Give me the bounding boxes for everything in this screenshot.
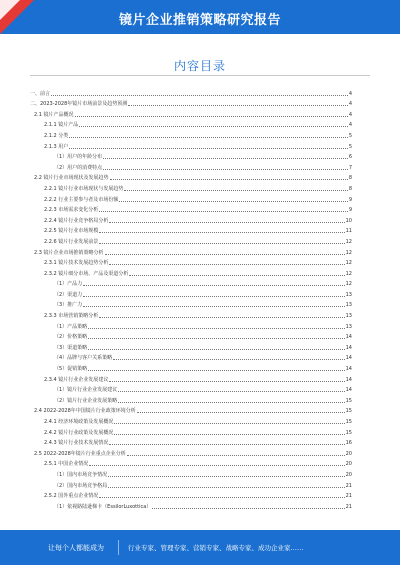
- toc-entry-page: 4: [348, 90, 352, 97]
- toc-leader-dots: [75, 116, 348, 117]
- toc-entry-page: 12: [345, 281, 352, 288]
- toc-leader-dots: [109, 264, 344, 265]
- toc-entry-page: 9: [348, 196, 352, 203]
- toc-entry[interactable]: [30, 245, 352, 256]
- toc-entry-text: 2.2.1 镜片行业市场现状与发展趋势: [44, 185, 124, 192]
- toc-entry[interactable]: [30, 436, 352, 447]
- toc-leader-dots: [88, 349, 344, 350]
- toc-entry-text: 2.4.3 镜片行业技术发展情况: [44, 440, 109, 447]
- toc-entry-page: 4: [348, 122, 352, 129]
- toc-leader-dots: [128, 105, 348, 106]
- toc-leader-dots: [103, 158, 348, 159]
- toc-leader-dots: [114, 434, 344, 435]
- toc-entry[interactable]: [30, 361, 352, 372]
- toc-leader-dots: [99, 232, 344, 233]
- toc-entry[interactable]: [30, 393, 352, 404]
- toc-entry[interactable]: [30, 234, 352, 245]
- toc-entry[interactable]: [30, 457, 352, 468]
- toc-entry-page: 20: [345, 461, 352, 468]
- toc-entry[interactable]: [30, 478, 352, 489]
- toc-entry-page: 11: [345, 228, 352, 235]
- toc-entry-text: 2.5.2 国外重点企业情况: [44, 493, 99, 500]
- toc-leader-dots: [109, 381, 344, 382]
- toc-entry-page: 13: [345, 302, 352, 309]
- toc-entry-text: （3）推广力: [54, 302, 83, 309]
- toc-entry-page: 15: [345, 408, 352, 415]
- toc-entry-text: （2）镜片行业企业发展策略: [54, 397, 118, 404]
- toc-entry-text: 2.1.3 用户: [44, 143, 69, 150]
- toc-entry-page: 14: [345, 344, 352, 351]
- footer-slogan: 让每个人都能成为: [48, 544, 104, 552]
- toc-entry-page: 12: [345, 260, 352, 267]
- toc-entry-text: 2.3.1 镜片技术发展趋势分析: [44, 260, 109, 267]
- toc-entry[interactable]: [30, 308, 352, 319]
- toc-entry[interactable]: [30, 351, 352, 362]
- report-title: 镜片企业推销策略研究报告: [118, 13, 281, 28]
- toc-entry[interactable]: [30, 489, 352, 500]
- toc-entry-text: 2.5.1 中国企业情况: [44, 461, 89, 468]
- toc-entry[interactable]: [30, 256, 352, 267]
- toc-leader-dots: [152, 508, 344, 509]
- report-footer: [0, 530, 400, 565]
- toc-leader-dots: [103, 169, 348, 170]
- toc-leader-dots: [88, 370, 344, 371]
- toc-entry[interactable]: [30, 97, 352, 108]
- toc-entry[interactable]: [30, 330, 352, 341]
- toc-leader-dots: [88, 338, 344, 339]
- toc-leader-dots: [105, 254, 345, 255]
- toc-entry-text: （2）用户的消费特点: [54, 164, 103, 171]
- toc-leader-dots: [137, 412, 345, 413]
- toc-leader-dots: [83, 296, 344, 297]
- toc-leader-dots: [83, 306, 344, 307]
- toc-entry-text: 2.2.5 镜片行业市场规模: [44, 228, 99, 235]
- toc-leader-dots: [108, 487, 344, 488]
- toc-entry-text: （1）产品力: [54, 281, 83, 288]
- toc-entry[interactable]: [30, 414, 352, 425]
- toc-entry[interactable]: [30, 213, 352, 224]
- toc-entry-text: 2.2 镜片行业市场现状及发展趋势: [34, 175, 109, 182]
- toc-entry-page: 14: [345, 376, 352, 383]
- toc-leader-dots: [129, 275, 344, 276]
- toc-entry-text: （1）产品策略: [54, 323, 88, 330]
- toc-entry-page: 12: [345, 238, 352, 245]
- toc-leader-dots: [79, 126, 348, 127]
- toc-entry-page: 14: [345, 334, 352, 341]
- toc-entry-page: 20: [345, 450, 352, 457]
- toc-leader-dots: [88, 328, 344, 329]
- toc-entry[interactable]: [30, 107, 352, 118]
- toc-entry-page: 12: [345, 270, 352, 277]
- toc-entry-page: 7: [348, 164, 352, 171]
- toc-entry-page: 21: [345, 493, 352, 500]
- toc-entry-page: 21: [345, 482, 352, 489]
- toc-entry-page: 4: [348, 111, 352, 118]
- toc-entry[interactable]: [30, 287, 352, 298]
- toc-entry-text: 2.3.2 镜片细分市场、产品及渠道分析: [44, 270, 129, 277]
- toc-entry[interactable]: [30, 203, 352, 214]
- toc-leader-dots: [99, 211, 348, 212]
- toc-leader-dots: [127, 455, 345, 456]
- toc-entry[interactable]: [30, 118, 352, 129]
- toc-entry[interactable]: [30, 277, 352, 288]
- toc-entry[interactable]: [30, 224, 352, 235]
- toc-entry-page: 13: [345, 291, 352, 298]
- toc-entry-page: 8: [348, 185, 352, 192]
- toc-leader-dots: [99, 243, 344, 244]
- toc-entry[interactable]: [30, 425, 352, 436]
- toc-entry-text: 2.2.3 市场需求变化分析: [44, 207, 99, 214]
- toc-entry-text: 2.1 镜片产品概况: [34, 111, 74, 118]
- toc-entry-text: （1）用户的年龄分布: [54, 154, 103, 161]
- toc-entry[interactable]: [30, 446, 352, 457]
- toc-entry-page: 13: [345, 323, 352, 330]
- toc-entry-page: 15: [345, 419, 352, 425]
- toc-entry-page: 21: [345, 503, 352, 510]
- toc-leader-dots: [69, 148, 348, 149]
- toc-entry-page: 15: [345, 429, 352, 436]
- toc-entry[interactable]: [30, 298, 352, 309]
- toc-entry[interactable]: [30, 150, 352, 161]
- toc-leader-dots: [51, 95, 348, 96]
- toc-entry-page: 14: [345, 366, 352, 373]
- toc-entry-text: 2.2.6 镜片行业发展前景: [44, 238, 99, 245]
- toc-entry[interactable]: [30, 404, 352, 415]
- toc-entry-page: 13: [345, 313, 352, 320]
- toc-entry-page: 15: [345, 397, 352, 404]
- toc-entry[interactable]: [30, 467, 352, 478]
- toc-leader-dots: [110, 179, 348, 180]
- toc-entry-text: 2.2.4 镜片行业竞争格局分析: [44, 217, 109, 224]
- toc-entry-page: 14: [345, 355, 352, 362]
- toc-entry-text: （3）渠道策略: [54, 344, 88, 351]
- toc-entry-text: （1）国内市场竞争情况: [54, 471, 108, 478]
- toc-entry-page: 12: [345, 249, 352, 256]
- toc-entry-text: 2.2.2 行业主要参与者及市场份额: [44, 196, 119, 203]
- toc-leader-dots: [69, 137, 348, 138]
- toc-entry-text: 2.5 2022-2028年镜片行业重点企业分析: [34, 450, 126, 457]
- toc-entry-page: 6: [348, 154, 352, 161]
- toc-entry-text: （2）渠道力: [54, 291, 83, 298]
- toc-entry[interactable]: [30, 266, 352, 277]
- toc-leader-dots: [118, 391, 344, 392]
- toc-leader-dots: [124, 190, 347, 191]
- toc-entry[interactable]: [30, 319, 352, 330]
- toc-leader-dots: [99, 497, 344, 498]
- toc-entry-page: 20: [345, 471, 352, 478]
- toc-entry-page: 14: [345, 387, 352, 394]
- footer-tagline: 行业专家、管理专家、营销专家、战略专家、成功企业家……: [128, 544, 304, 552]
- toc-entry-text: （5）促销策略: [54, 366, 88, 373]
- toc-entry-page: 10: [345, 217, 352, 224]
- report-header: [0, 0, 400, 34]
- toc-entry[interactable]: [30, 139, 352, 150]
- toc-leader-dots: [114, 423, 344, 424]
- toc-entry-text: 2.3.3 市场营销策略分析: [44, 313, 99, 320]
- toc-leader-dots: [118, 402, 344, 403]
- toc-entry-text: 2.4.2 镜片行业政策及发展概况: [44, 429, 114, 436]
- toc-entry-text: （2）价格策略: [54, 334, 88, 341]
- toc-divider: [30, 75, 370, 76]
- toc-leader-dots: [89, 465, 344, 466]
- toc-entry-text: （4）品牌与客户关系策略: [54, 355, 113, 362]
- footer-separator: [118, 540, 119, 555]
- toc-entry[interactable]: [30, 499, 352, 510]
- toc-entry-text: （1）镜片行业企业发展建议: [54, 387, 118, 394]
- toc-title: 内容目录: [173, 59, 226, 73]
- toc-entry-page: 8: [348, 175, 352, 182]
- toc-entry-text: 一、前言: [30, 90, 51, 97]
- toc-entry-page: 9: [348, 207, 352, 214]
- toc-leader-dots: [113, 359, 344, 360]
- toc-entry-text: （2）国内市场竞争格局: [54, 482, 108, 489]
- toc-entry-text: 二、2023-2028年镜片市场前景及趋势预测: [30, 101, 128, 108]
- toc-entry-text: 2.3.4 镜片行业企业发展建议: [44, 376, 109, 383]
- toc-entry-text: 2.4.1 经济环境政策及发展概况: [44, 419, 114, 425]
- toc-entry-text: 2.4 2022-2028年中国镜片行业政策环境分析: [34, 408, 136, 415]
- toc-entry[interactable]: [30, 192, 352, 203]
- toc-leader-dots: [99, 317, 344, 318]
- toc-entry-page: 5: [348, 143, 352, 150]
- toc-entry-text: 2.1.1 镜片产品: [44, 122, 79, 129]
- toc-entry[interactable]: [30, 383, 352, 394]
- toc-leader-dots: [119, 201, 347, 202]
- toc-entry-text: 2.1.2 分类: [44, 132, 69, 139]
- toc-entry[interactable]: [30, 128, 352, 139]
- toc-entry[interactable]: [30, 160, 352, 171]
- toc-entry-page: 4: [348, 101, 352, 108]
- toc-leader-dots: [108, 476, 344, 477]
- table-of-contents: [30, 86, 352, 510]
- toc-entry[interactable]: [30, 86, 352, 97]
- toc-leader-dots: [83, 285, 344, 286]
- toc-entry[interactable]: [30, 340, 352, 351]
- toc-entry[interactable]: [30, 171, 352, 182]
- toc-entry-page: 5: [348, 132, 352, 139]
- toc-entry-page: 16: [345, 440, 352, 447]
- toc-entry[interactable]: [30, 372, 352, 383]
- toc-leader-dots: [109, 444, 344, 445]
- toc-entry-text: （1）依视路陆逊梯卡（EssilorLuxottica）: [54, 503, 152, 510]
- toc-entry-text: 2.3 镜片企业市场推销策略分析: [34, 249, 104, 256]
- toc-leader-dots: [109, 222, 344, 223]
- toc-entry[interactable]: [30, 181, 352, 192]
